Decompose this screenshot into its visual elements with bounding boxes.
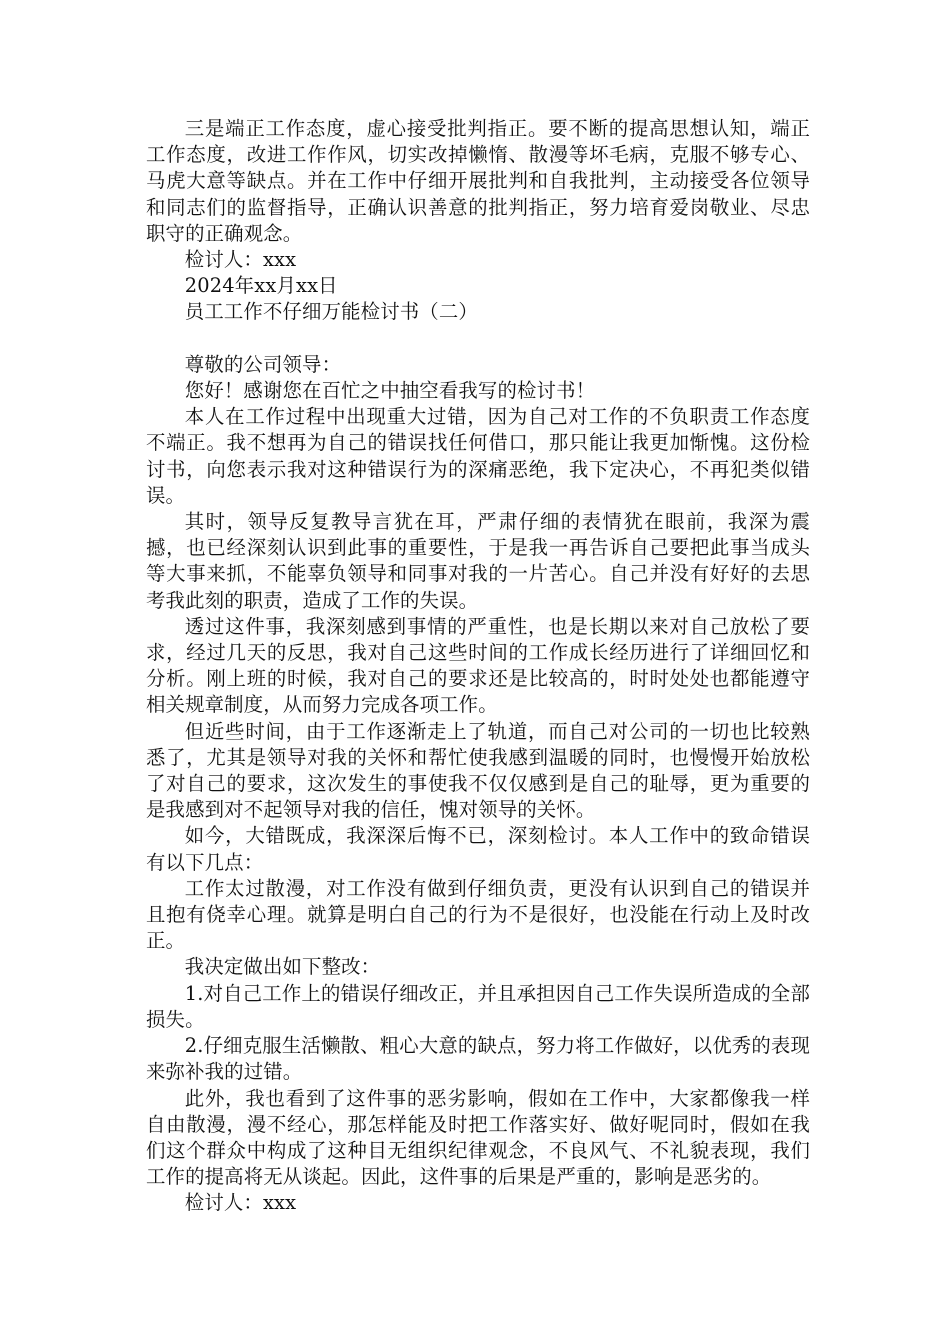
salutation: 尊敬的公司领导： (184, 352, 342, 376)
paragraph-reflection: 透过这件事，我深刻感到事情的严重性，也是长期以来对自己放松了要求，经过几天的反思，我对自己这些时间的工作成长经历进行了详细回忆和分析。刚上班的时候，我对自己的要求还是比较高的，时时处处也都能遵守相关规章制度，从而努力完成各项工作。 (146, 614, 810, 717)
blank-line (146, 326, 810, 352)
paragraph-error-point: 工作太过散漫，对工作没有做到仔细负责，更没有认识到自己的错误并且抱有侥幸心理。就算是明白自己的行为不是很好，也没能在行动上及时改正。 (146, 876, 810, 953)
paragraph-major-mistake: 本人在工作过程中出现重大过错，因为自己对工作的不负职责工作态度不端正。我不想再为自己的错误找任何借口，那只能让我更加惭愧。这份检讨书，向您表示我对这种错误行为的深痛恶绝，我下定决心，不再犯类似错误。 (146, 405, 810, 507)
section-title: 员工工作不仔细万能检讨书（二） (184, 300, 478, 324)
signature-line: 检讨人：xxx (184, 248, 297, 272)
paragraph-rectification-intro: 我决定做出如下整改： (184, 955, 381, 979)
greeting: 您好！感谢您在百忙之中抽空看我写的检讨书！ (184, 379, 596, 403)
paragraph-regret: 如今，大错既成，我深深后悔不已，深刻检讨。本人工作中的致命错误有以下几点： (146, 824, 810, 874)
signature-line-final: 检讨人：xxx (184, 1191, 297, 1215)
paragraph-consequences: 此外，我也看到了这件事的恶劣影响，假如在工作中，大家都像我一样自由散漫，漫不经心，那怎样能及时把工作落实好、做好呢同时，假如在我们这个群众中构成了这种目无组织纪律观念，不良风气、不礼貌表现，我们工作的提高将无从谈起。因此，这件事的后果是严重的，影响是恶劣的。 (146, 1086, 810, 1189)
document-page (146, 116, 810, 1217)
list-item-2: 2.仔细克服生活懒散、粗心大意的缺点，努力将工作做好，以优秀的表现来弥补我的过错。 (146, 1034, 810, 1084)
date-line: 2024年xx月xx日 (184, 274, 338, 298)
paragraph-leadership-guidance: 其时，领导反复教导言犹在耳，严肃仔细的表情犹在眼前，我深为震撼，也已经深刻认识到此事的重要性，于是我一再告诉自己要把此事当成头等大事来抓，不能辜负领导和同事对我的一片苦心。自己并没有好好的去思考我此刻的职责，造成了工作的失误。 (146, 510, 810, 612)
list-item-1: 1.对自己工作上的错误仔细改正，并且承担因自己工作失误所造成的全部损失。 (146, 981, 810, 1031)
paragraph-recent-relaxation: 但近些时间，由于工作逐渐走上了轨道，而自己对公司的一切也比较熟悉了，尤其是领导对我的关怀和帮忙使我感到温暖的同时，也慢慢开始放松了对自己的要求，这次发生的事使我不仅仅感到是自己的耻辱，更为重要的是我感到对不起领导对我的信任，愧对领导的关怀。 (146, 719, 810, 822)
paragraph-rectification-attitude: 三是端正工作态度，虚心接受批判指正。要不断的提高思想认知，端正工作态度，改进工作作风，切实改掉懒惰、散漫等坏毛病，克服不够专心、马虎大意等缺点。并在工作中仔细开展批判和自我批判，主动接受各位领导和同志们的监督指导，正确认识善意的批判指正，努力培育爱岗敬业、尽忠职守的正确观念。 (146, 117, 810, 245)
